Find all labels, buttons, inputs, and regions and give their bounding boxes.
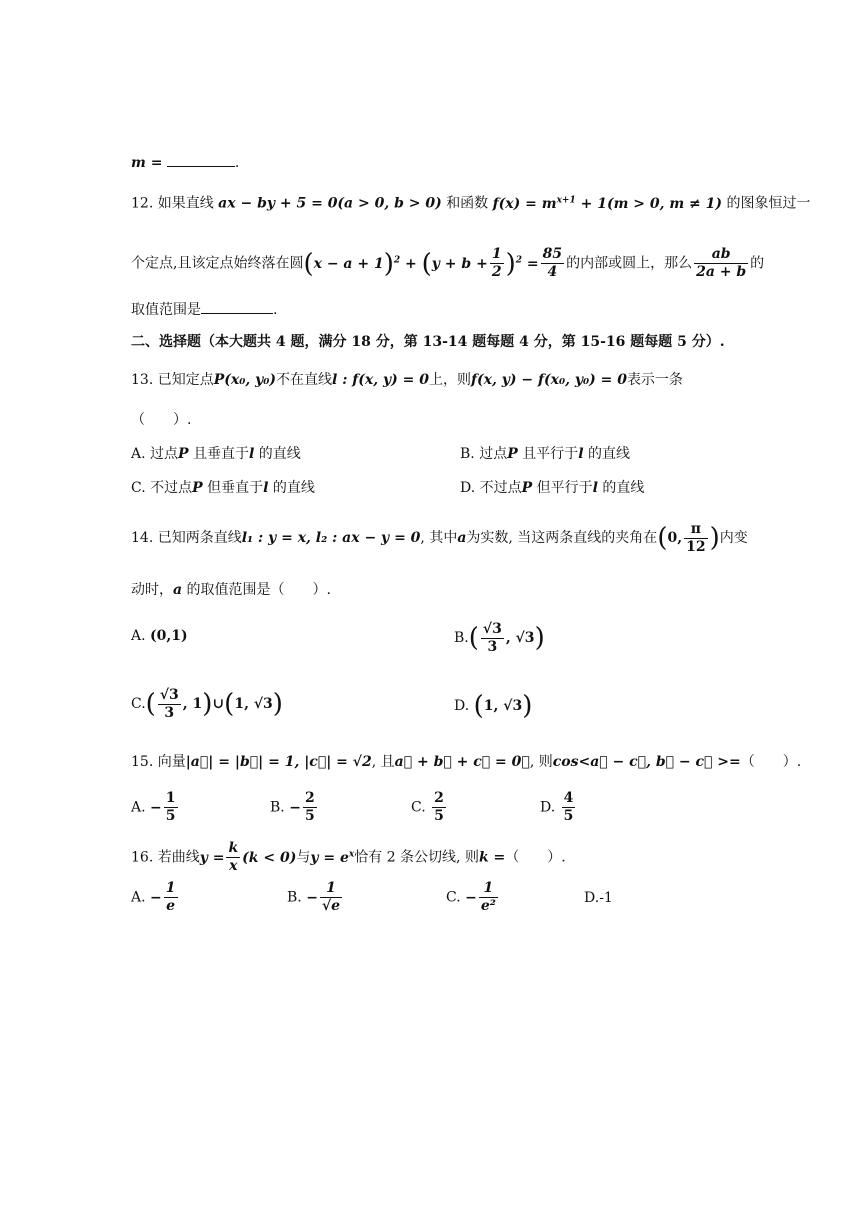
q16-option-a[interactable]: A. − $\frac{1}{e}$ [131, 880, 176, 914]
q15-stem: 15. 向量|a⃗| = |b⃗| = 1, |c⃗| = √2, 且a⃗ + b⃗ + c⃗ = 0⃗, 则cos<a⃗ − c⃗, b⃗ − c⃗ >=（ ）. [131, 754, 802, 770]
q16-option-c[interactable]: C. − $\frac{1}{\text{e²}}$ [446, 880, 496, 914]
q12-text: 的内部或圆上，那么 [566, 255, 693, 272]
q13-option-c[interactable]: C. 不过点P 但垂直于l 的直线 [131, 480, 315, 496]
q14-stem: 14. 已知两条直线l₁ : y = x, l₂ : ax − y = 0, 其中a为实数, 当这两条直线的夹角在(0, $\frac{\pi}{12}$ )内变 [131, 520, 748, 555]
q15-option-b[interactable]: B. − $\frac{2}{5}$ [270, 790, 315, 824]
q16-stem: 16. 若曲线y = $\frac{k}{x}$ (k < 0)与$y = e^x$恰有 2 条公切线, 则k =（ ）. [131, 840, 566, 875]
q15-option-d[interactable]: D. $\frac{4}{5}$ [540, 790, 574, 824]
q13-option-b[interactable]: B. 过点P 且平行于l 的直线 [460, 446, 630, 462]
q14-option-a[interactable]: A. (0,1) [131, 628, 188, 644]
m-label: m = [131, 155, 163, 171]
q15-option-a[interactable]: A. − $\frac{1}{5}$ [131, 790, 176, 824]
q12-fraction: $\frac{ab}{2a + b}$ [696, 246, 747, 281]
period: . [234, 155, 240, 171]
q12-fn: $f(x) = m^{x+1} + 1(m > 0$, m ≠ 1) [492, 195, 723, 212]
q13-option-a[interactable]: A. 过点P 且垂直于l 的直线 [131, 446, 301, 462]
q12-line3: 取值范围是 . [131, 299, 277, 320]
q16-option-d[interactable]: D.-1 [584, 890, 613, 906]
answer-line-m [131, 152, 239, 173]
q14-stem-line2: 动时，a 的取值范围是（ ）. [131, 582, 331, 598]
section-heading: 二、选择题（本大题共 4 题，满分 18 分，第 13-14 题每题 4 分，第 15-16 题每题 5 分）. [131, 334, 725, 350]
answer-blank [201, 299, 273, 314]
q12-text: 的 [750, 255, 765, 272]
q13-option-d[interactable]: D. 不过点P 但平行于l 的直线 [460, 480, 645, 496]
q12-text: 个定点,且该定点始终落在圆 [131, 255, 304, 272]
q12-text: 的图象恒过一 [726, 195, 811, 212]
q16-option-b[interactable]: B. − $\frac{1}{√e}$ [287, 880, 341, 914]
q12-line2 [131, 240, 764, 284]
q12-text: 12. 如果直线 [131, 195, 214, 212]
q14-option-b[interactable]: B.( $\frac{√3}{3}$ , √3) [454, 620, 545, 655]
q14-option-c[interactable]: C.( $\frac{√3}{3}$ , 1)∪(1, √3) [131, 686, 283, 721]
q12-circle-eq: $(x - a + 1)^2 + (y + b$ + $\frac{1}{2}$ )$^2$ = $\frac{85}{4}$ [303, 246, 563, 281]
q12-line-eq: ax − by + 5 = 0(a > 0, b > 0) [218, 195, 442, 212]
answer-blank [167, 152, 235, 167]
q14-option-d[interactable]: D. (1, √3) [454, 691, 533, 721]
q12-text: 和函数 [446, 195, 489, 212]
q12-text: 取值范围是 [131, 302, 201, 318]
q13-paren: （ ）. [131, 412, 192, 428]
q15-option-c[interactable]: C. $\frac{2}{5}$ [411, 790, 444, 824]
q12-line1 [131, 190, 810, 214]
q13-stem: 13. 已知定点P(x₀, y₀)不在直线l : f(x, y) = 0上，则f(x, y) − f(x₀, y₀) = 0表示一条 [131, 372, 683, 388]
